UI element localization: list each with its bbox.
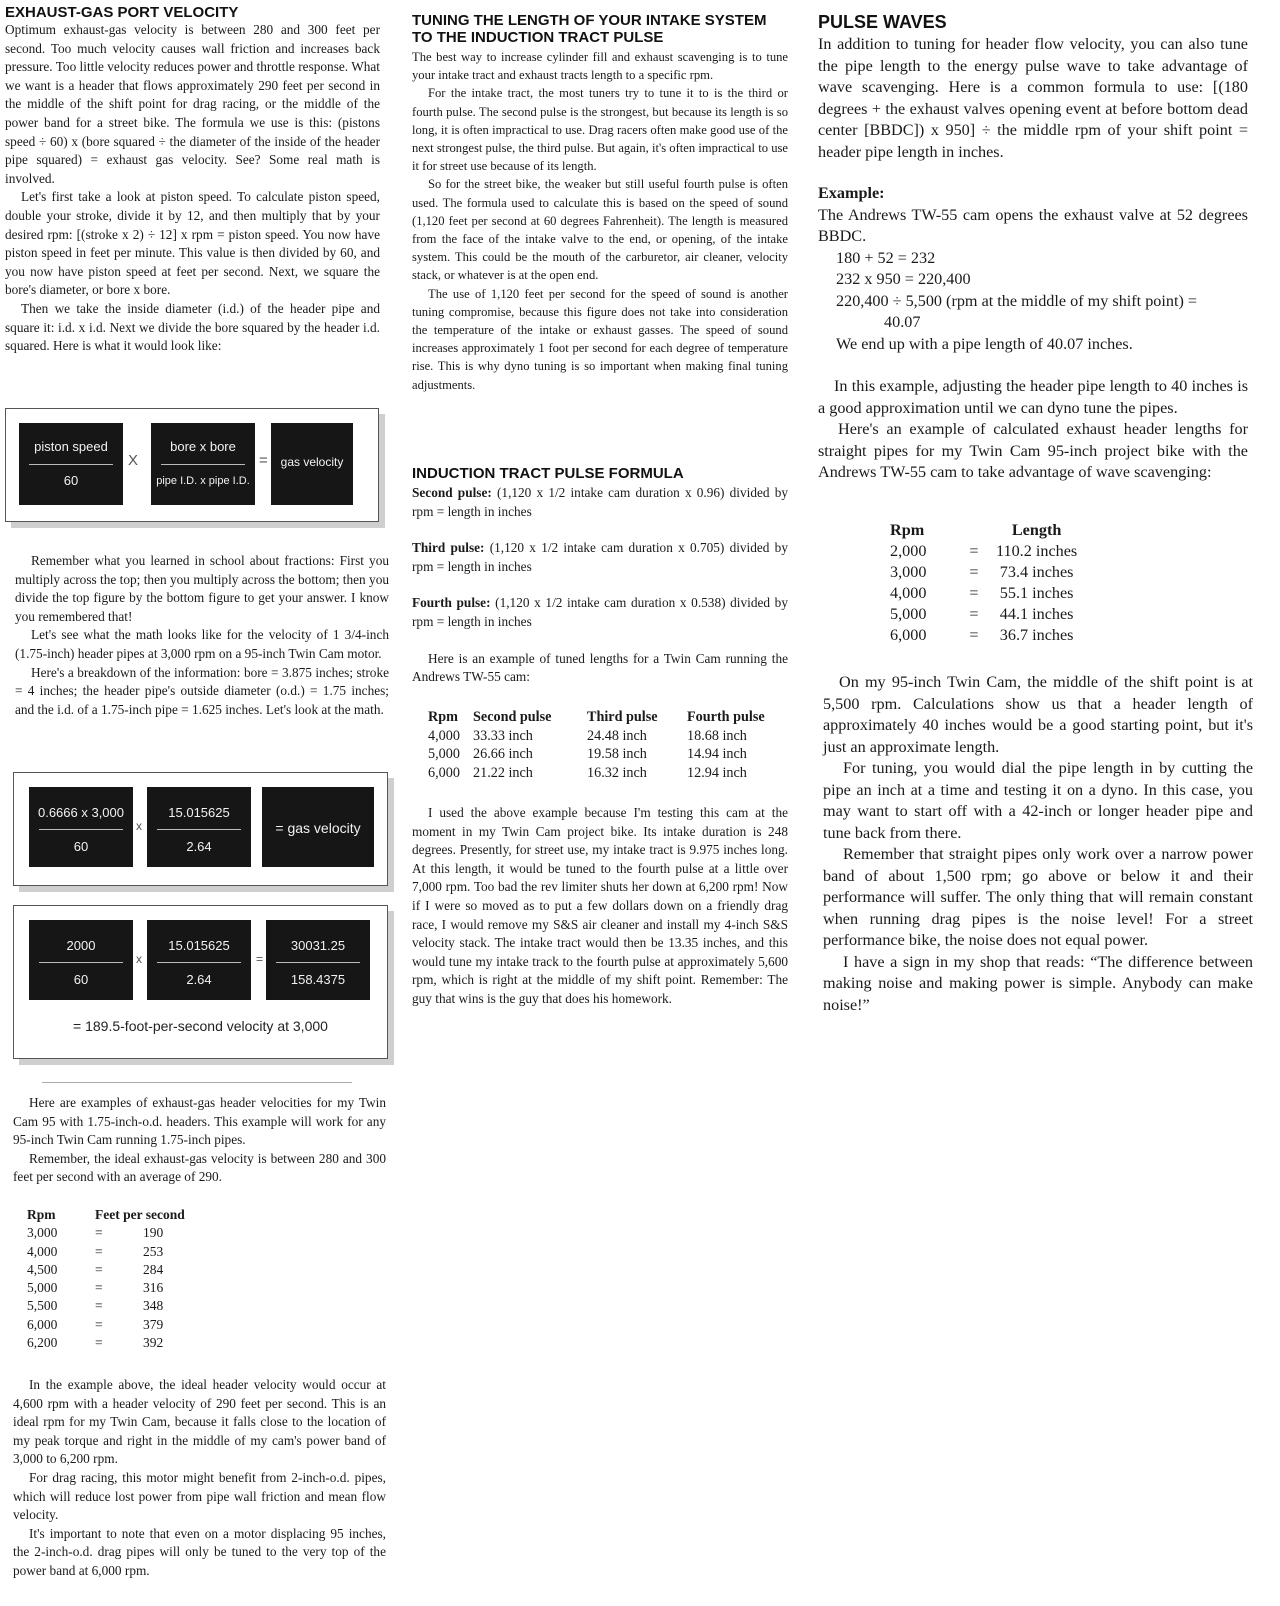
table-row: [27, 1334, 185, 1352]
table-row: [428, 745, 765, 764]
divider: [42, 1082, 352, 1083]
cell-value: 253: [143, 1243, 164, 1259]
denominator: 2.64: [186, 839, 212, 854]
cell-rpm: 6,000: [428, 764, 460, 781]
cell-rpm: 5,000: [27, 1280, 58, 1296]
tuned-lengths-table: [428, 708, 765, 782]
fraction-piston-speed-value: [29, 787, 133, 867]
cell-rpm: 5,500: [27, 1298, 58, 1314]
intro-paragraphs: [5, 21, 380, 356]
cell-second: 26.66 inch: [473, 746, 533, 763]
formula-label: Third pulse:: [412, 540, 485, 556]
column-3-end: [823, 672, 1253, 1016]
denominator: pipe I.D. x pipe I.D.: [156, 475, 250, 487]
numerator: 30031.25: [290, 938, 346, 953]
fraction-piston-speed: [19, 423, 123, 505]
denominator: 158.4375: [290, 972, 346, 987]
table-row: [890, 562, 1077, 583]
paragraph: Remember, the ideal exhaust-gas velocity is between 280 and 300 feet per second with an average of 290.: [13, 1150, 386, 1185]
cell-length: 110.2 inches: [996, 542, 1078, 560]
cell-rpm: 2,000: [890, 542, 927, 560]
paragraph: I have a sign in my shop that reads: “The difference between making noise and making power is simple. Anybody can make noise!”: [823, 952, 1253, 1014]
cell-length: 44.1 inches: [999, 605, 1074, 623]
cell-rpm: 3,000: [890, 563, 927, 581]
cell-eq: =: [95, 1225, 103, 1241]
numerator: 15.015625: [168, 805, 230, 820]
multiply-sign: x: [136, 952, 142, 966]
paragraph: Here are examples of exhaust-gas header velocities for my Twin Cam 95 with 1.75-inch-o.d. headers. This example will work for any 95-inch Twin Cam running 1.75-inch pipes.: [13, 1095, 386, 1148]
cell-eq: =: [95, 1243, 103, 1259]
formula-box-gas-velocity: [5, 408, 379, 522]
cell-rpm: 4,500: [27, 1261, 58, 1277]
table-row: [890, 541, 1077, 562]
fraction-bore-ratio-value: [147, 787, 251, 867]
cell-fourth: 14.94 inch: [687, 746, 747, 763]
cell-eq: =: [969, 563, 979, 581]
paragraph: The use of 1,120 feet per second for the speed of sound is another tuning compromise, because this figure does not take into consideration the temperature of the intake or exhaust gasses. The speed of sound increases approximately 1 foot per second for each degree of temperature rise. This is why dyno tuning is so important when making final tuning adjustments.: [412, 286, 788, 392]
result-label: = gas velocity: [275, 820, 361, 836]
denominator: 60: [73, 839, 89, 854]
paragraph: Then we take the inside diameter (i.d.) of the header pipe and square it: i.d. x i.d. Next we divide the bore squared by the header i.d. squared. Here is what it would look like:: [5, 300, 380, 354]
table-header-rpm: Rpm: [27, 1207, 56, 1222]
paragraph: In the example above, the ideal header velocity would occur at 4,600 rpm with a header velocity of 290 feet per second. This is an ideal rpm for my Twin Cam, because it falls close to the location of my peak torque and right in the middle of my cam's power band of 3,000 to 6,200 rpm.: [13, 1377, 386, 1467]
table-row: [890, 583, 1077, 604]
table-header-rpm: Rpm: [890, 521, 925, 539]
table-header-second: Second pulse: [473, 709, 552, 725]
cell-eq: =: [95, 1261, 103, 1277]
cell-eq: =: [969, 626, 979, 644]
header-lengths-table: [890, 520, 1077, 646]
denominator: 60: [73, 972, 89, 987]
paragraph: Here's a breakdown of the information: bore = 3.875 inches; stroke = 4 inches; the header pipe's outside diameter (o.d.) = 1.75 inches; and the i.d. of a 1.75-inch pipe = 1.625 inches. Let's look at the math.: [15, 664, 389, 717]
paragraph: For the intake tract, the most tuners try to tune it to is the third or fourth pulse. The second pulse is the strongest, but because its length is so long, it is often impractical to use. Drag racers often make good use of the next strongest pulse, the third pulse. But again, it's often impractical to use it for street use because of its length.: [412, 86, 788, 174]
fraction-result-value: [266, 920, 370, 1000]
cell-value: 392: [143, 1335, 164, 1351]
formula-text: (1,120 x 1/2 intake cam duration x 0.96) divided by rpm = length in inches: [412, 485, 789, 519]
cell-rpm: 4,000: [27, 1243, 58, 1259]
calc-line: 220,400 ÷ 5,500 (rpm at the middle of my shift point) =: [836, 291, 1198, 310]
paragraph: On my 95-inch Twin Cam, the middle of the shift point is at 5,500 rpm. Calculations show us that a header length of approximately 40 inches would be a good starting point, but it's just an approximate length.: [823, 673, 1253, 756]
column-1: [5, 0, 380, 356]
section-heading-intake-tuning: TUNING THE LENGTH OF YOUR INTAKE SYSTEM TO THE INDUCTION TRACT PULSE: [412, 12, 767, 46]
velocity-table: [27, 1206, 185, 1352]
paragraph: Let's first take a look at piston speed. To calculate piston speed, double your stroke, divide it by 12, and then multiply that by your desired rpm: [(stroke x 2) ÷ 12] x rpm = piston speed. You now have piston speed in feet per minute. This value is then divided by 60, and you now have piston speed at feet per second. Next, we square the bore's diameter, or bore x bore.: [5, 189, 380, 298]
formula-box-example-1: [13, 772, 388, 886]
paragraph: The best way to increase cylinder fill and exhaust scavenging is to tune your intake tract and exhaust tracts length to a specific rpm.: [412, 50, 788, 83]
paragraph: Remember that straight pipes only work over a narrow power band of about 1,500 rpm; go above or below it and their performance will suffer. The only thing that will remain constant when running drag pipes is the noise level! For a street performance bike, the noise does not equal power.: [823, 845, 1253, 949]
denominator: 2.64: [186, 972, 212, 987]
numerator: bore x bore: [170, 439, 236, 454]
table-row: [428, 764, 765, 783]
result-label: gas velocity: [280, 455, 344, 469]
column-2-formulas: [412, 465, 788, 687]
paragraph: So for the street bike, the weaker but still useful fourth pulse is often used. The formula used to calculate this is based on the speed of sound (1,120 feet per second at 60 degrees Fahrenheit). The length is measured from the face of the intake valve to the end, or opening, of the intake system. This could be the mouth of the carburetor, air cleaner, velocity stack, or whatever is at the open end.: [412, 177, 788, 283]
cell-rpm: 4,000: [428, 727, 460, 744]
table-row: [27, 1316, 185, 1334]
cell-eq: =: [95, 1316, 103, 1332]
table-row: [27, 1261, 185, 1279]
table-header-third: Third pulse: [587, 709, 658, 725]
table-row: [27, 1279, 185, 1297]
column-1-middle: [15, 552, 389, 719]
cell-eq: =: [95, 1335, 103, 1351]
table-row: [27, 1297, 185, 1315]
calc-line: 180 + 52 = 232: [836, 248, 936, 267]
table-row: [890, 604, 1077, 625]
table-row: [890, 625, 1077, 646]
table-row: [428, 727, 765, 746]
cell-fourth: 12.94 inch: [687, 764, 747, 781]
cell-rpm: 4,000: [890, 584, 927, 602]
numerator: 0.6666 x 3,000: [37, 805, 125, 820]
result-gas-velocity: [271, 423, 353, 505]
numerator: 2000: [66, 938, 96, 953]
paragraph: I used the above example because I'm testing this cam at the moment in my Twin Cam project bike. Its intake duration is 248 degrees. Presently, for street use, my intake tract is 9.975 inches long. At this length, it would be tuned to the fourth pulse at a little over 7,000 rpm. Too bad the rev limiter shuts her down at 6,200 rpm! Now if I were so moved as to put a few dollars down on a friendly drag race, I would remove my S&S air cleaner and install my 4-inch S&S velocity stack. The intake tract would then be 13.35 inches, and this would tune my intake track to the fourth pulse at approximately 5,600 rpm, which is right at the middle of my shift point. Remember: The guy that wins is the guy that does his homework.: [412, 805, 788, 1006]
paragraph: For drag racing, this motor might benefit from 2-inch-o.d. pipes, which will reduce lost power from pipe wall friction and mean flow velocity.: [13, 1469, 386, 1523]
column-2-end: [412, 804, 788, 1009]
cell-eq: =: [95, 1298, 103, 1314]
cell-rpm: 5,000: [428, 746, 460, 763]
formula-third-pulse: [412, 539, 788, 576]
cell-value: 190: [143, 1225, 164, 1241]
table-row: [27, 1243, 185, 1261]
cell-value: 284: [143, 1261, 164, 1277]
column-1-bottom: [13, 1094, 386, 1187]
multiply-sign: x: [136, 819, 142, 833]
fraction-piston-speed-value: [29, 920, 133, 1000]
cell-value: 379: [143, 1316, 164, 1332]
paragraph: Optimum exhaust-gas velocity is between 280 and 300 feet per second. Too much velocity causes wall friction and increases back pressure. Too little velocity reduces power and throttle response. What we want is a header that flows approximately 290 feet per second in the middle of the shift point for drag racing, or the middle of the power band for a street bike. The formula we use is this: (pistons speed ÷ 60) x (bore squared ÷ the diameter of the inside of the header pipe squared) = exhaust gas velocity. See? Some real math is involved.: [5, 22, 380, 186]
formula-second-pulse: [412, 484, 788, 521]
example-block: [818, 183, 1248, 355]
cell-eq: =: [969, 584, 979, 602]
fraction-bore-ratio-value: [147, 920, 251, 1000]
calc-line: 40.07: [884, 313, 921, 331]
section-heading-pulse-formula: INDUCTION TRACT PULSE FORMULA: [412, 465, 684, 482]
table-row: [27, 1224, 185, 1242]
formula-box-example-2: [13, 905, 388, 1059]
cell-third: 16.32 inch: [587, 764, 647, 781]
formula-label: Second pulse:: [412, 485, 492, 500]
section-heading-exhaust-velocity: EXHAUST-GAS PORT VELOCITY: [5, 4, 239, 21]
result-gas-velocity: [262, 787, 374, 867]
example-label: Example:: [818, 184, 885, 202]
cell-second: 21.22 inch: [473, 764, 533, 781]
cell-rpm: 6,000: [890, 626, 927, 644]
paragraph: In this example, adjusting the header pipe length to 40 inches is a good approximation until we can dyno tune the pipes.: [818, 377, 1248, 417]
example-text: The Andrews TW-55 cam opens the exhaust valve at 52 degrees BBDC.: [818, 205, 1248, 245]
paragraph: Here's an example of calculated exhaust header lengths for straight pipes for my Twin Cam 95-inch project bike with the Andrews TW-55 cam to take advantage of wave scavenging:: [818, 420, 1248, 481]
equals-sign: =: [259, 452, 268, 469]
calc-line: We end up with a pipe length of 40.07 inches.: [836, 334, 1133, 353]
table-header-rpm: Rpm: [428, 709, 458, 725]
equals-sign: =: [256, 952, 264, 966]
velocity-caption: = 189.5-foot-per-second velocity at 3,000: [73, 1018, 328, 1034]
paragraph: Let's see what the math looks like for the velocity of 1 3/4-inch (1.75-inch) header pipes at 3,000 rpm on a 95-inch Twin Cam motor.: [15, 627, 389, 661]
paragraph: Here is an example of tuned lengths for a Twin Cam running the Andrews TW-55 cam:: [412, 650, 788, 685]
cell-length: 55.1 inches: [999, 584, 1074, 602]
numerator: 15.015625: [168, 938, 230, 953]
formula-text: (1,120 x 1/2 intake cam duration x 0.538) divided by rpm = length in inches: [412, 595, 788, 629]
formula-fourth-pulse: [412, 594, 788, 631]
column-1-end: [13, 1376, 386, 1581]
cell-eq: =: [969, 542, 979, 560]
fraction-bore-ratio: [151, 423, 255, 505]
paragraph: It's important to note that even on a motor displacing 95 inches, the 2-inch-o.d. drag pipes will only be tuned to the very top of the power band at 6,000 rpm.: [13, 1525, 386, 1578]
cell-rpm: 6,200: [27, 1335, 58, 1351]
cell-value: 348: [143, 1298, 164, 1314]
pulse-paragraphs: [818, 376, 1248, 484]
cell-eq: =: [969, 605, 979, 623]
table-header-fourth: Fourth pulse: [687, 709, 765, 725]
cell-length: 36.7 inches: [999, 626, 1074, 644]
cell-value: 316: [143, 1280, 164, 1296]
cell-eq: =: [95, 1280, 103, 1296]
numerator: piston speed: [34, 439, 108, 454]
cell-rpm: 5,000: [890, 605, 927, 623]
cell-third: 19.58 inch: [587, 746, 647, 763]
cell-rpm: 3,000: [27, 1225, 58, 1241]
multiply-sign: X: [128, 452, 139, 469]
cell-third: 24.48 inch: [587, 727, 647, 744]
cell-length: 73.4 inches: [999, 563, 1074, 581]
formula-text: (1,120 x 1/2 intake cam duration x 0.705) divided by rpm = length in inches: [412, 540, 788, 574]
cell-fourth: 18.68 inch: [687, 727, 747, 744]
table-header-fps: Feet per second: [95, 1207, 185, 1222]
paragraph: For tuning, you would dial the pipe length in by cutting the pipe an inch at a time and testing it on a dyno. In this case, you may want to start off with a 42-inch or longer header pipe and tune back from there.: [823, 759, 1253, 842]
cell-second: 33.33 inch: [473, 727, 533, 744]
denominator: 60: [63, 473, 79, 488]
formula-label: Fourth pulse:: [412, 595, 491, 611]
table-header-length: Length: [1011, 521, 1062, 539]
column-3: [818, 12, 1248, 484]
calc-line: 232 x 950 = 220,400: [836, 270, 971, 288]
paragraph: Remember what you learned in school about fractions: First you multiply across the top; then you multiply across the bottom; then you divide the top figure by the bottom figure to get your answer. I know you remembered that!: [15, 553, 389, 624]
section-heading-pulse-waves: PULSE WAVES: [818, 12, 947, 32]
column-2: [412, 12, 788, 394]
paragraph: In addition to tuning for header flow velocity, you can also tune the pipe length to the energy pulse wave to take advantage of wave scavenging. Here is a common formula to use: [(180 degrees + the exhaust valves opening event at before bottom dead center [BBDC]) x 950] ÷ the middle rpm of your shift point = header pipe length in inches.: [818, 35, 1248, 161]
cell-rpm: 6,000: [27, 1316, 58, 1332]
